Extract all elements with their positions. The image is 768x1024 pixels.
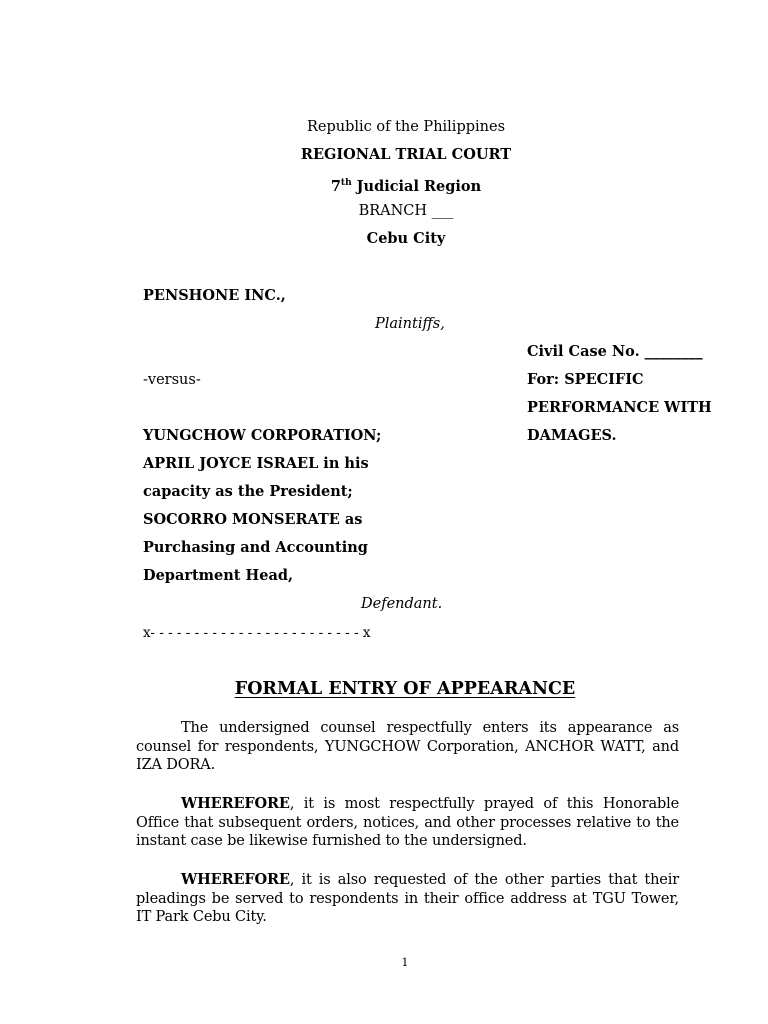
- header-region-ordinal: th: [340, 178, 352, 188]
- case-for-line-1: For: SPECIFIC: [527, 371, 644, 388]
- paragraph-3-lead: WHEREFORE: [181, 871, 290, 888]
- header-city: Cebu City: [366, 230, 446, 247]
- defendant-line-3: capacity as the President;: [143, 483, 353, 500]
- caption-separator: x- - - - - - - - - - - - - - - - - - - - - - - - x: [143, 625, 371, 641]
- header-region-text: Judicial Region: [351, 177, 482, 195]
- versus-label: -versus-: [143, 372, 201, 388]
- defendant-line-1: YUNGCHOW CORPORATION;: [143, 427, 382, 444]
- page-number: 1: [401, 956, 409, 969]
- header-judicial-region: [22, 173, 768, 197]
- header-court: REGIONAL TRIAL COURT: [300, 146, 512, 163]
- header-republic: Republic of the Philippines: [306, 119, 506, 135]
- body-paragraph-3: [136, 871, 679, 927]
- civil-case-number: Civil Case No. ________: [527, 343, 703, 360]
- plaintiff-name: PENSHONE INC.,: [143, 287, 286, 304]
- body-paragraph-1: The undersigned counsel respectfully enters its appearance as counsel for respondents, YUNGCHOW Corporation, ANCHOR WATT, and IZA DORA.: [136, 720, 679, 773]
- header-branch: BRANCH ___: [358, 203, 454, 219]
- plaintiff-role: Plaintiffs,: [375, 316, 445, 332]
- paragraph-2-lead: WHEREFORE: [181, 795, 290, 812]
- paragraph-2-text: , it is most respectfully prayed of this Honorable Office that subsequent orders, notices, and other processes relative to the instant case be likewise furnished to the undersigned.: [136, 796, 679, 849]
- case-for-line-2: PERFORMANCE WITH: [527, 399, 712, 416]
- body-paragraph-2: [136, 795, 679, 851]
- defendant-line-5: Purchasing and Accounting: [143, 539, 368, 556]
- defendant-line-6: Department Head,: [143, 567, 294, 584]
- paragraph-3-text: , it is also requested of the other parties that their pleadings be served to respondents in their office address at TGU Tower, IT Park Cebu City.: [136, 872, 679, 925]
- defendant-role: Defendant.: [361, 596, 443, 612]
- defendant-line-4: SOCORRO MONSERATE as: [143, 511, 363, 528]
- case-for-line-3: DAMAGES.: [527, 427, 617, 444]
- defendant-line-2: APRIL JOYCE ISRAEL in his: [143, 455, 369, 472]
- document-title: FORMAL ENTRY OF APPEARANCE: [234, 679, 576, 699]
- header-region-number: 7: [330, 177, 341, 195]
